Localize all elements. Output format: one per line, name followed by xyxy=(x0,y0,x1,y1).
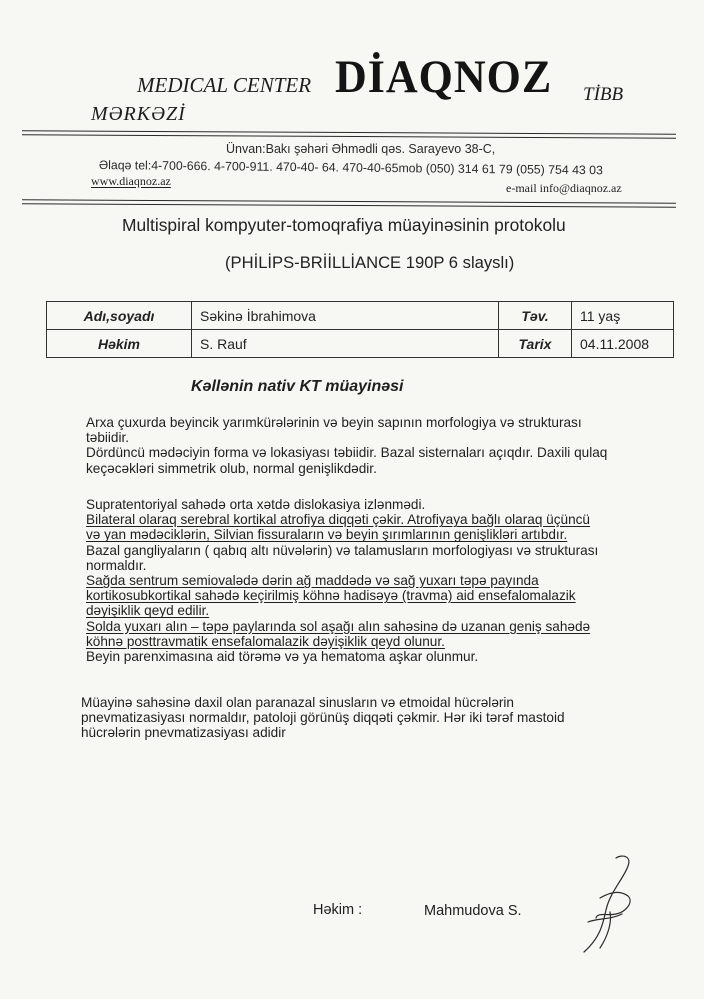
text-line: Beyin parenximasına aid törəmə və ya hematoma aşkar olunmur. xyxy=(86,649,479,665)
medical-center-label: MEDICAL CENTER xyxy=(137,73,312,97)
doctor-label: Həkim xyxy=(47,330,192,358)
doctor-value: S. Rauf xyxy=(192,330,499,358)
header-rule-top-2 xyxy=(22,134,676,138)
text-line: normaldır. xyxy=(86,557,147,573)
text-line: təbiidir. xyxy=(86,430,130,446)
age-label: Təv. xyxy=(499,302,572,330)
date-label: Tarix xyxy=(499,330,572,358)
text-line: pnevmatizasiyası normaldır, patoloji görünüş diqqəti çəkmir. Hər iki tərəf mastoid xyxy=(81,710,565,726)
paragraph-posterior-fossa xyxy=(86,415,607,476)
text-line: hücrələrin pnevmatizasiyası adidir xyxy=(81,725,286,741)
address-line: Ünvan:Bakı şəhəri Əhmədli qəs. Sarayevo 38-C, xyxy=(226,142,496,156)
text-line-underlined: Bilateral olaraq serebral kortikal atrofiya diqqəti çəkir. Atrofiyaya bağlı olaraq üçüncü xyxy=(86,512,590,528)
text-line: Müayinə sahəsinə daxil olan paranazal sinusların və etmoidal hücrələrin xyxy=(81,695,514,710)
phones-line: Əlaqə tel:4-700-666. 4-700-911. 470-40- 64. 470-40-65mob (050) 314 61 79 (055) 754 43 03 xyxy=(98,158,603,178)
scanner-subtitle: (PHİLİPS-BRİİLLİANCE 190P 6 slayslı) xyxy=(225,253,515,272)
email-line: e-mail info@diaqnoz.az xyxy=(506,181,622,195)
paragraph-sinuses xyxy=(81,695,565,741)
text-line: Bazal gangliyaların ( qabıq altı nüvələrin) və talamusların morfologiyası və strukturası xyxy=(86,542,599,558)
merkezi-label: MƏRKƏZİ xyxy=(91,103,186,125)
signature-label: Həkim : xyxy=(313,902,363,918)
text-line-underlined: köhnə posttravmatik ensefalomalazik dəyişiklik qeyd olunur. xyxy=(86,633,445,649)
text-line: Dördüncü mədəciyin forma və lokasiyası təbiidir. Bazal sisternaları açıqdır. Daxili qulaq xyxy=(86,445,608,461)
text-line: Arxa çuxurda beyincik yarımkürələrinin və beyin sapının morfologiya və strukturası xyxy=(86,415,582,430)
table-row xyxy=(47,330,674,358)
signature-name: Mahmudova S. xyxy=(424,903,522,919)
handwritten-signature xyxy=(570,852,650,960)
text-line: keçəcəkləri simmetrik olub, normal genişlikdədir. xyxy=(86,460,377,476)
table-row xyxy=(47,302,674,330)
protocol-title: Multispiral kompyuter-tomoqrafiya müayinəsinin protokolu xyxy=(122,215,566,235)
header-rule-bottom-2 xyxy=(22,203,676,207)
text-line-underlined: kortikosubkortikal sahədə keçirilmiş köhnə hadisəyə (travma) aid ensefalomalazik xyxy=(86,588,576,604)
section-title: Kəllənin nativ KT müayinəsi xyxy=(191,378,404,395)
name-value: Səkinə İbrahimova xyxy=(192,302,499,330)
text-line-underlined: və yan mədəciklərin, Silvian fissuraların və beyin şırımlarının genişlikləri artıbdır. xyxy=(86,527,568,543)
text-line-underlined: dəyişiklik qeyd edilir. xyxy=(86,603,210,619)
name-label: Adı,soyadı xyxy=(47,302,192,330)
text-line-underlined: Solda yuxarı alın – təpə paylarında sol aşağı alın sahəsinə də uzanan geniş sahədə xyxy=(86,618,591,634)
age-value: 11 yaş xyxy=(572,302,674,330)
text-line-underlined: Sağda sentrum semiovalədə dərin ağ maddədə və sağ yuxarı təpə payında xyxy=(86,573,539,589)
diaqnoz-logo: DİAQNOZ xyxy=(335,51,553,103)
website-link[interactable]: www.diaqnoz.az xyxy=(91,174,171,188)
date-value: 04.11.2008 xyxy=(572,330,674,358)
paragraph-supratentorial xyxy=(86,497,598,664)
patient-info-table xyxy=(46,301,674,358)
tibb-label: TİBB xyxy=(583,84,624,105)
text-line: Supratentoriyal sahədə orta xətdə dislokasiya izlənmədi. xyxy=(86,497,426,512)
